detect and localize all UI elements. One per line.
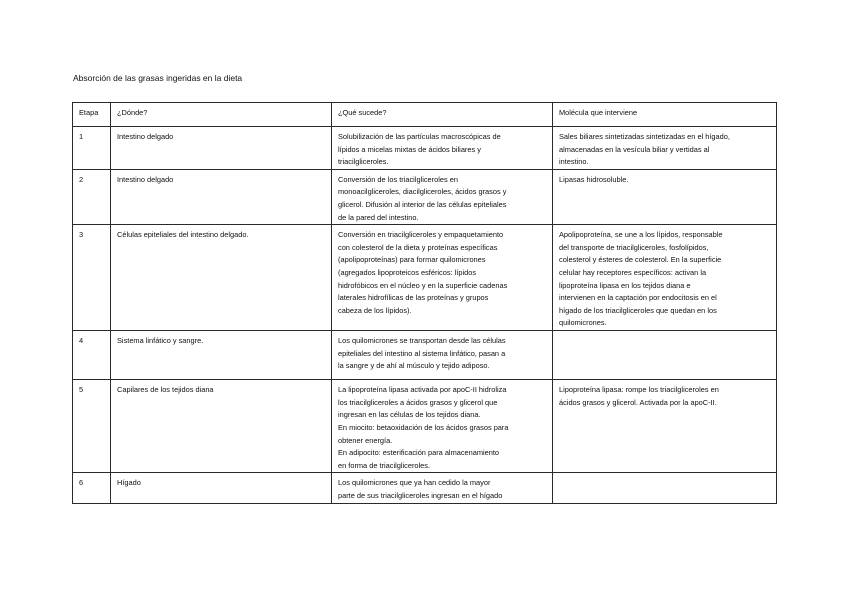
table-row: [73, 127, 777, 170]
text-line: epiteliales del intestino al sistema linfático, pasan a: [338, 348, 506, 358]
cell-etapa: 6: [73, 473, 111, 504]
text-line: intervienen en la captación por endocitosis en el: [559, 293, 717, 303]
table-row: [73, 225, 777, 331]
text-line: ingresan en las células de los tejidos diana.: [338, 410, 481, 420]
cell-donde: Sistema linfático y sangre.: [111, 331, 332, 380]
text-line: Conversión en triacilgliceroles y empaquetamiento: [338, 230, 504, 240]
text-line: En adipocito: esterificación para almacenamiento: [338, 448, 500, 458]
text-line: en forma de triacilgliceroles.: [338, 460, 431, 470]
cell-etapa: 4: [73, 331, 111, 380]
text-line: hígado de los triacilgliceroles que quedan en los: [559, 305, 717, 315]
text-line: hidrofóbicos en el núcleo y en la superficie cadenas: [338, 280, 508, 290]
text-line: quilomicrones.: [559, 318, 607, 328]
cell-que-sucede: [332, 331, 553, 380]
table-row: [73, 473, 777, 504]
table-header-row: [73, 103, 777, 127]
cell-etapa: 5: [73, 380, 111, 473]
cell-donde: Células epiteliales del intestino delgado.: [111, 225, 332, 331]
cell-donde: Hígado: [111, 473, 332, 504]
text-line: Apolipoproteína, se une a los lípidos, responsable: [559, 230, 723, 240]
text-line: Los quilomicrones se transportan desde las células: [338, 336, 506, 346]
cell-etapa: 3: [73, 225, 111, 331]
text-line: (apolipoproteínas) para formar quilomicrones: [338, 255, 486, 265]
fat-absorption-table: [72, 102, 777, 504]
table-row: [73, 380, 777, 473]
text-line: cabeza de los lípidos).: [338, 305, 412, 315]
table-row: [73, 169, 777, 224]
cell-que-sucede: [332, 225, 553, 331]
document-title: Absorción de las grasas ingeridas en la dieta: [73, 73, 243, 83]
cell-etapa: 2: [73, 169, 111, 224]
text-line: glicerol. Difusión al interior de las células epiteliales: [338, 199, 507, 209]
text-line: (agregados lipoproteicos esféricos: lípidos: [338, 267, 477, 277]
cell-donde: Capilares de los tejidos diana: [111, 380, 332, 473]
text-line: Conversión de los triacilgliceroles en: [338, 174, 458, 184]
text-line: la sangre y de ahí al músculo y tejido adiposo.: [338, 361, 490, 371]
cell-molecula: [553, 169, 777, 224]
text-line: Los quilomicrones que ya han cedido la mayor: [338, 478, 491, 488]
cell-etapa: 1: [73, 127, 111, 170]
text-line: ácidos grasos y glicerol. Activada por la apoC-II.: [559, 397, 717, 407]
text-line: monoacilgliceroles, diacilgliceroles, ácidos grasos y: [338, 187, 507, 197]
cell-que-sucede: [332, 380, 553, 473]
header-donde: ¿Dónde?: [111, 103, 332, 127]
header-que-sucede: ¿Qué sucede?: [332, 103, 553, 127]
text-line: del transporte de triacilgliceroles, fosfolípidos,: [559, 242, 709, 252]
cell-molecula: [553, 473, 777, 504]
text-line: los triacilgliceroles a ácidos grasos y glicerol que: [338, 397, 498, 407]
text-line: En miocito: betaoxidación de los ácidos grasos para: [338, 422, 509, 432]
text-line: colesterol y ésteres de colesterol. En la superficie: [559, 255, 722, 265]
text-line: laterales hidrofílicas de las proteínas y grupos: [338, 293, 489, 303]
text-line: Sales biliares sintetizadas sintetizadas en el hígado,: [559, 132, 730, 141]
text-line: de la pared del intestino.: [338, 212, 419, 222]
table-row: [73, 331, 777, 380]
cell-que-sucede: [332, 127, 553, 170]
text-line: celular hay receptores específicos: activan la: [559, 267, 707, 277]
text-line: Solubilización de las partículas macroscópicas de: [338, 132, 501, 141]
cell-molecula: [553, 225, 777, 331]
text-line: obtener energía.: [338, 435, 393, 445]
cell-que-sucede: [332, 169, 553, 224]
text-line: Lipoproteína lipasa: rompe los triacilgliceroles en: [559, 385, 719, 395]
text-line: La lipoproteína lipasa activada por apoC-II hidroliza: [338, 385, 507, 395]
text-line: lípidos a micelas mixtas de ácidos biliares y: [338, 144, 481, 154]
text-line: Lipasas hidrosoluble.: [559, 174, 629, 184]
cell-donde: Intestino delgado: [111, 127, 332, 170]
header-molecula: Molécula que interviene: [553, 103, 777, 127]
text-line: intestino.: [559, 157, 589, 167]
text-line: almacenadas en la vesícula biliar y vertidas al: [559, 144, 710, 154]
cell-donde: Intestino delgado: [111, 169, 332, 224]
cell-molecula: [553, 127, 777, 170]
header-etapa: Etapa: [73, 103, 111, 127]
text-line: parte de sus triacilgliceroles ingresan en el hígado: [338, 490, 503, 500]
text-line: lipoproteína lipasa en los tejidos diana e: [559, 280, 691, 290]
text-line: triacilgliceroles.: [338, 157, 389, 167]
cell-molecula: [553, 331, 777, 380]
cell-que-sucede: [332, 473, 553, 504]
text-line: con colesterol de la dieta y proteínas específicas: [338, 242, 498, 252]
cell-molecula: [553, 380, 777, 473]
